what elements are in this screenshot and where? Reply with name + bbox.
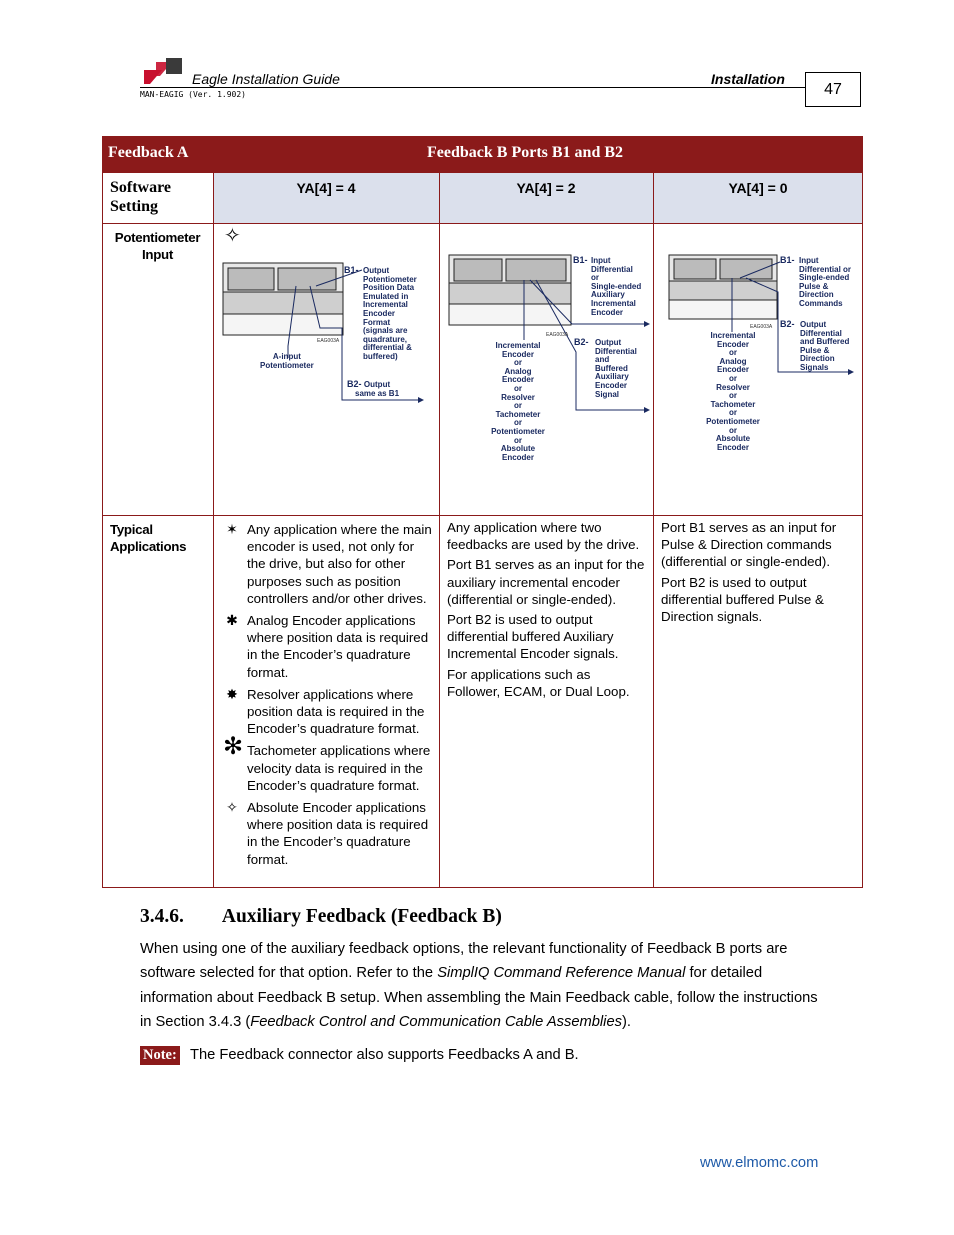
diagram-label-line: or: [729, 373, 737, 383]
diagram-label-line: Encoder: [501, 349, 534, 359]
diagram-label-line: Output: [363, 380, 391, 389]
applications-col3: [653, 515, 863, 628]
reference-title: Feedback Control and Communication Cable Assemblies: [250, 1014, 622, 1031]
app-text: Absolute Encoder applications where position data is required in the Encoder’s quadrature format.: [247, 800, 429, 867]
diagram-label-line: Incremental: [710, 331, 756, 340]
diagram-label-line: Encoder: [591, 307, 624, 317]
app-text: Any application where two feedbacks are used by the drive.: [447, 520, 640, 553]
input-description: [700, 332, 766, 452]
diagram-label-line: Signal: [595, 389, 620, 399]
diagram-label-line: or: [729, 408, 737, 418]
b2-label: B2-: [574, 337, 589, 347]
setting-ya4-0: YA[4] = 0: [653, 172, 863, 223]
section-body: [140, 937, 830, 1035]
b1-description: [799, 257, 851, 309]
diagram-label-line: Resolver: [716, 382, 750, 392]
diagram-label-line: Output: [800, 320, 827, 329]
diagram-label-line: or: [514, 418, 522, 428]
diagram-label-line: Single-ended: [591, 281, 642, 291]
document-title: Eagle Installation Guide: [192, 71, 340, 87]
diagram-label-line: buffered): [363, 351, 398, 361]
diagram-label-line: Direction: [799, 290, 834, 300]
diagram-label-line: Format: [363, 317, 391, 327]
list-item: [217, 733, 435, 794]
diagram-label-line: Output: [363, 266, 390, 275]
diagram-label-line: Differential: [800, 328, 842, 338]
note-text: The Feedback connector also supports Feedbacks A and B.: [190, 1047, 579, 1063]
b1-description: [363, 267, 417, 362]
diagram-label-line: same as B1: [355, 388, 400, 398]
b1-description: [591, 257, 641, 317]
body-text: for detailed information about Feedback B setup. When assembling the Main Feedback cable, follow the instructions in Section 3.4.3 (: [140, 965, 818, 1031]
diagram-label-line: and: [595, 355, 610, 365]
diagram-label-line: and Buffered: [800, 337, 850, 347]
diagram-label-line: Encoder: [363, 308, 396, 318]
reference-title: SimplIQ Command Reference Manual: [437, 965, 686, 982]
diagram-label-line: Encoder: [501, 452, 534, 462]
diagram-label-line: or: [591, 273, 599, 283]
table-header-feedback-a: Feedback A: [102, 136, 213, 172]
list-item: [217, 521, 435, 607]
diagram-code: EAG003A: [546, 332, 569, 338]
app-text: Any application where the main encoder is used, not only for the drive, but also for other purposes such as position controllers and/or other drives.: [247, 522, 432, 606]
footer-link[interactable]: www.elmomc.com: [700, 1155, 819, 1171]
applications-col1: [213, 515, 439, 873]
elmo-logo-icon: [142, 56, 184, 86]
app-text: Port B2 is used to output differential buffered Auxiliary Incremental Encoder signals.: [447, 612, 619, 662]
b2-label: B2-: [347, 379, 362, 389]
grid-line: [102, 172, 863, 173]
diagram-label-line: Input: [799, 256, 819, 265]
diagram-label-line: Pulse &: [799, 281, 829, 291]
b1-label: B1-: [573, 255, 588, 265]
grid-line: [862, 136, 863, 888]
diagram-label-line: Potentiometer: [260, 360, 314, 370]
diagram-label-line: Commands: [799, 298, 843, 308]
diagram-label-line: Encoder: [501, 375, 534, 385]
diagram-label-line: or: [514, 435, 522, 445]
applications-row-label: Typical Applications: [110, 522, 187, 554]
diagram-label-line: Potentiometer: [491, 426, 545, 436]
applications-col2: [439, 515, 653, 703]
list-item: [217, 612, 435, 681]
diagram-label-line: Differential: [595, 346, 637, 356]
diagram-code: EAG003A: [750, 324, 773, 330]
section-heading: [140, 906, 502, 928]
connector-diagram-ya4-2: [446, 252, 652, 472]
diagram-label-line: quadrature,: [363, 334, 408, 344]
diagram-label-line: Pulse &: [800, 345, 830, 355]
diagram-label-line: Resolver: [501, 392, 535, 402]
setting-ya4-4: YA[4] = 4: [213, 172, 439, 223]
section-title: Auxiliary Feedback (Feedback B): [221, 906, 502, 927]
diagram-label-line: Auxiliary: [591, 290, 625, 300]
diagram-label-line: Encoder: [716, 339, 749, 349]
setting-ya4-2: YA[4] = 2: [439, 172, 653, 223]
diagram-label-line: Single-ended: [799, 273, 850, 283]
input-description: [484, 342, 552, 462]
grid-line: [439, 172, 440, 888]
app-text: Port B1 serves as an input for Pulse & Direction commands (differential or single-ended).: [661, 520, 837, 570]
diagram-label-line: Differential or: [799, 264, 852, 274]
diagram-label-line: or: [729, 425, 737, 435]
list-item: [217, 686, 435, 738]
diagram-label-line: Signals: [800, 362, 829, 372]
diagram-label-line: Analog: [719, 356, 747, 366]
app-text: Port B2 is used to output differential buffered Pulse & Direction signals.: [661, 574, 824, 625]
diagram-label-line: Potentiometer: [706, 416, 760, 426]
diagram-label-line: Differential: [591, 264, 633, 274]
b1-label: B1-: [780, 255, 795, 265]
diagram-label-line: or: [514, 383, 522, 393]
diagram-label-line: Encoder: [716, 442, 749, 452]
diagram-label-line: Input: [591, 256, 611, 265]
diagram-label-line: or: [729, 391, 737, 401]
connector-diagram-ya4-0: [660, 252, 858, 452]
eight-point-star-icon: ✸: [226, 685, 238, 702]
document-revision: MAN-EAGIG (Ver. 1.902): [140, 90, 246, 99]
diagram-label-line: Incremental: [495, 341, 541, 350]
app-text: Resolver applications where position data is required in the Encoder’s quadrature format.: [247, 686, 425, 737]
diagram-label-line: Tachometer: [710, 399, 756, 409]
list-item: [217, 799, 435, 868]
section-number: 3.4.6.: [140, 906, 184, 927]
diagram-code: EAG003A: [317, 338, 340, 344]
diagram-label-line: Position Data: [363, 283, 415, 293]
b2-description: [355, 381, 399, 398]
diagram-label-line: Encoder: [716, 365, 749, 375]
diagram-label-line: or: [514, 358, 522, 368]
four-point-star-icon: ✧: [226, 799, 238, 816]
diagram-label-line: Buffered: [595, 363, 628, 373]
diagram-label-line: (signals are: [363, 326, 408, 336]
app-text: Analog Encoder applications where position data is required in the Encoder’s quadrature format.: [247, 613, 429, 680]
diagram-label-line: Analog: [504, 366, 532, 376]
diagram-label-line: Encoder: [595, 380, 628, 390]
body-text: ).: [621, 1014, 631, 1031]
setting-row-label: Software Setting: [110, 179, 172, 215]
page-number: 47: [805, 72, 861, 107]
diagram-label-line: A-input: [272, 352, 301, 361]
app-text: Port B1 serves as an input for the auxiliary incremental encoder (differential or single-ended).: [447, 557, 645, 607]
four-point-star-icon: ✧: [224, 225, 241, 247]
grid-line: [102, 515, 863, 516]
diagram-label-line: Output: [595, 338, 622, 347]
six-point-star-icon: ✶: [226, 521, 238, 537]
input-description: [260, 353, 314, 370]
input-row-label: Potentiometer Input: [114, 230, 201, 262]
body-text: When using one of the auxiliary feedback options, the relevant functionality of Feedback B ports are software selected for that option. Refer to the: [140, 941, 788, 982]
table-header-feedback-b: Feedback B Ports B1 and B2: [213, 136, 863, 172]
grid-line: [213, 172, 214, 888]
b2-description: [800, 321, 849, 373]
large-asterisk-icon: ✻: [223, 733, 244, 761]
diagram-label-line: Potentiometer: [363, 274, 417, 284]
diagram-label-line: Absolute: [715, 434, 751, 444]
note-label: Note:: [140, 1046, 180, 1065]
section-name: Installation: [711, 71, 785, 87]
grid-line: [102, 136, 103, 888]
diagram-label-line: differential &: [363, 343, 412, 353]
app-text: Tachometer applications where velocity data is required in the Encoder’s quadrature format.: [247, 743, 431, 793]
b2-description: [595, 339, 637, 399]
b1-label: B1-: [344, 265, 359, 275]
feedback-table: [102, 136, 863, 888]
applications-list: [217, 521, 435, 868]
diagram-label-line: Auxiliary: [595, 372, 629, 382]
grid-line: [102, 223, 863, 224]
grid-line: [102, 887, 863, 888]
app-text: For applications such as Follower, ECAM, or Dual Loop.: [447, 666, 630, 699]
diagram-label-line: Incremental: [363, 300, 408, 310]
diagram-label-line: or: [729, 348, 737, 358]
header-rule: [140, 87, 806, 88]
diagram-label-line: Absolute: [500, 444, 536, 454]
diagram-label-line: Emulated in: [363, 291, 409, 301]
diagram-label-line: Incremental: [591, 298, 636, 308]
asterisk-icon: ✱: [226, 612, 238, 629]
diagram-label-line: Tachometer: [495, 409, 541, 419]
b2-label: B2-: [780, 319, 795, 329]
connector-diagram-ya4-4: [222, 258, 438, 408]
grid-line: [653, 172, 654, 888]
diagram-label-line: Direction: [800, 354, 835, 364]
diagram-label-line: or: [514, 401, 522, 411]
